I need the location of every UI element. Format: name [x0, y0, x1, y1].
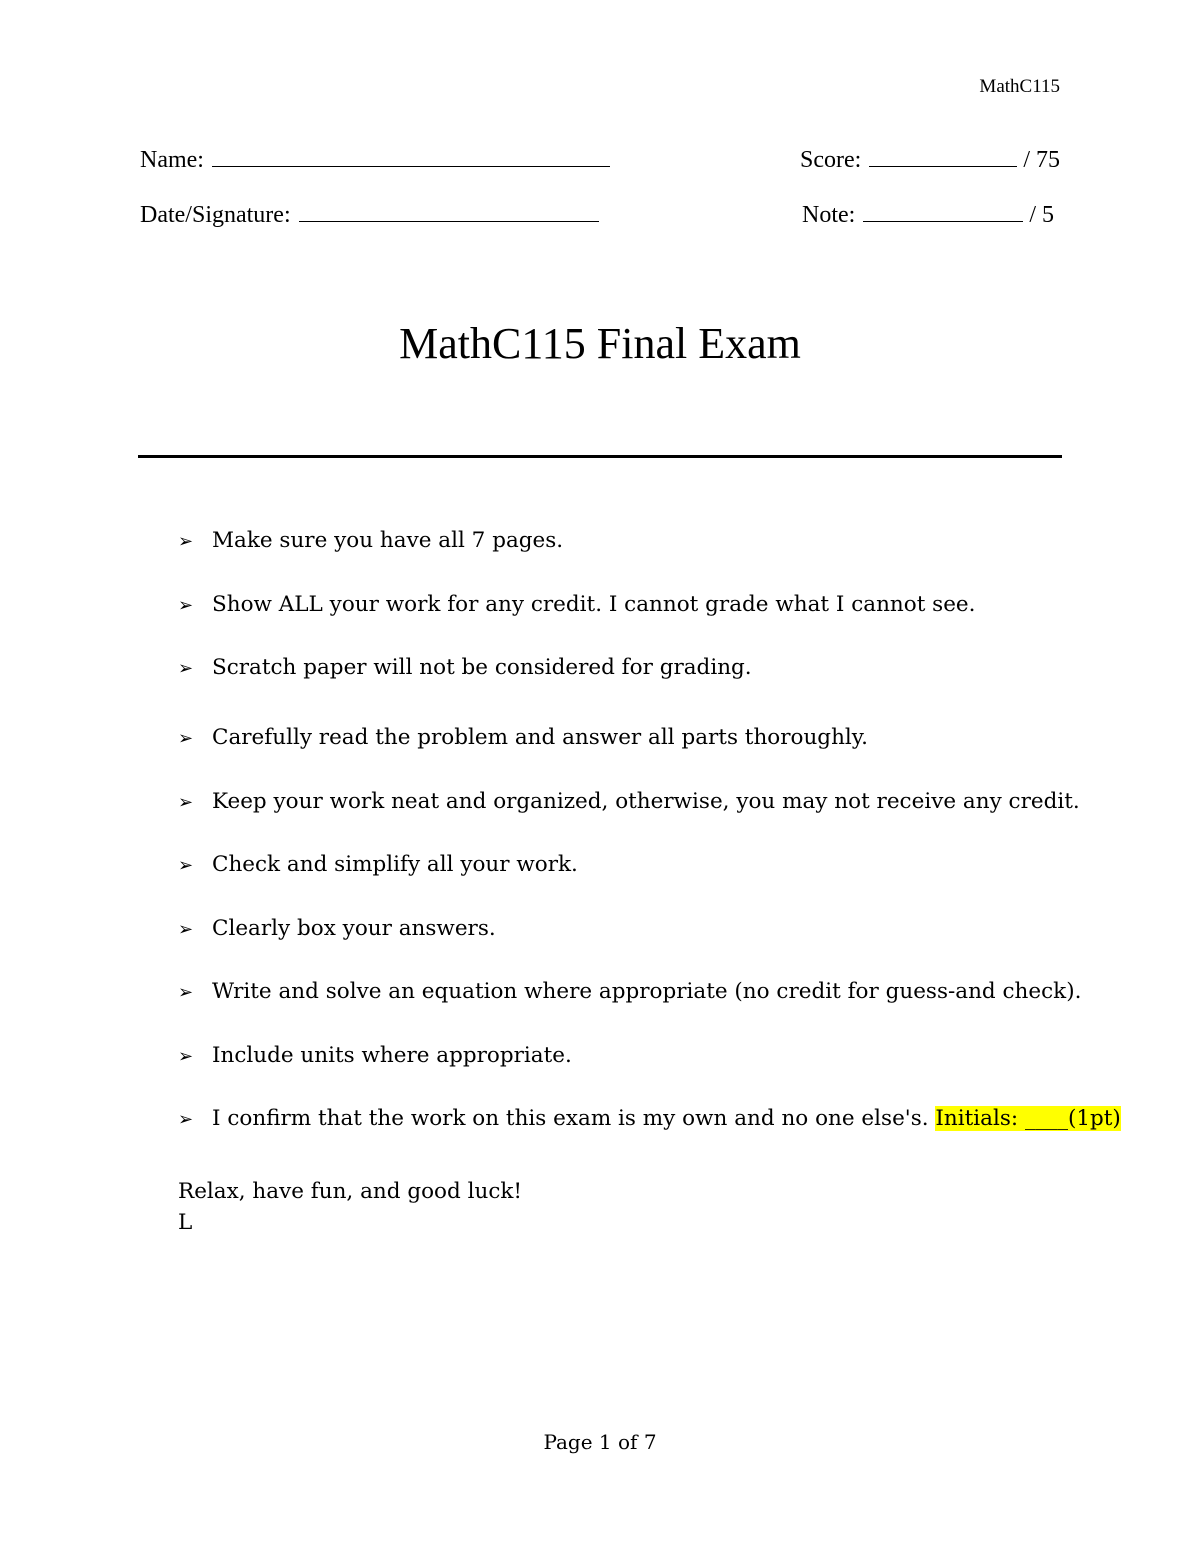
score-total: / 75: [1023, 147, 1060, 173]
arrowhead-bullet-icon: ➢: [178, 658, 194, 679]
arrowhead-bullet-icon: ➢: [178, 531, 194, 552]
date-note-row: [140, 201, 1060, 229]
arrowhead-bullet-icon: ➢: [178, 982, 194, 1003]
list-item: ➢ Carefully read the problem and answer all parts thoroughly.: [178, 725, 868, 750]
score-field: [800, 146, 1060, 174]
list-item: ➢ Show ALL your work for any credit. I cannot grade what I cannot see.: [178, 591, 976, 617]
date-signature-blank[interactable]: [299, 201, 599, 222]
name-blank[interactable]: [212, 146, 610, 167]
title-divider: [138, 455, 1062, 458]
arrowhead-bullet-icon: ➢: [178, 855, 194, 876]
arrowhead-bullet-icon: ➢: [178, 1109, 194, 1130]
arrowhead-bullet-icon: ➢: [178, 1045, 194, 1067]
score-blank[interactable]: [869, 146, 1017, 167]
score-label: Score:: [800, 147, 862, 173]
list-item: ➢ Make sure you have all 7 pages.: [178, 528, 564, 553]
arrowhead-bullet-icon: ➢: [178, 594, 194, 616]
date-signature-label: Date/Signature:: [140, 202, 291, 228]
name-label: Name:: [140, 147, 204, 173]
closing-note: [178, 1176, 522, 1238]
page-title: MathC115 Final Exam: [399, 319, 801, 368]
initials-field[interactable]: Initials: ____(1pt): [935, 1106, 1121, 1131]
confirmation-item: [178, 1106, 1121, 1170]
date-signature-field: [140, 201, 605, 229]
name-field: [140, 146, 616, 174]
note-label: Note:: [802, 202, 856, 228]
list-item: ➢ Clearly box your answers.: [178, 915, 496, 941]
page-number: Page 1 of 7: [543, 1430, 657, 1454]
name-score-row: [140, 146, 1060, 174]
note-blank[interactable]: [863, 201, 1023, 222]
confirmation-text: I confirm that the work on this exam is my own and no one else's.: [212, 1106, 929, 1131]
instruction-list: [178, 528, 1121, 1170]
arrowhead-bullet-icon: ➢: [178, 918, 194, 940]
arrowhead-bullet-icon: ➢: [178, 791, 194, 813]
list-item: ➢ Include units where appropriate.: [178, 1042, 572, 1068]
list-item: ➢ Keep your work neat and organized, otherwise, you may not receive any credit.: [178, 788, 1080, 814]
list-item: ➢ Check and simplify all your work.: [178, 852, 578, 877]
note-field: [802, 201, 1054, 229]
note-total: / 5: [1029, 202, 1054, 228]
header-course: MathC115: [979, 76, 1060, 97]
closing-line: Relax, have fun, and good luck!: [178, 1179, 523, 1204]
arrowhead-bullet-icon: ➢: [178, 728, 194, 749]
list-item: ➢ Write and solve an equation where appropriate (no credit for guess-and check).: [178, 979, 1082, 1004]
closing-signoff: L: [178, 1210, 193, 1235]
list-item: ➢ Scratch paper will not be considered for grading.: [178, 655, 752, 680]
